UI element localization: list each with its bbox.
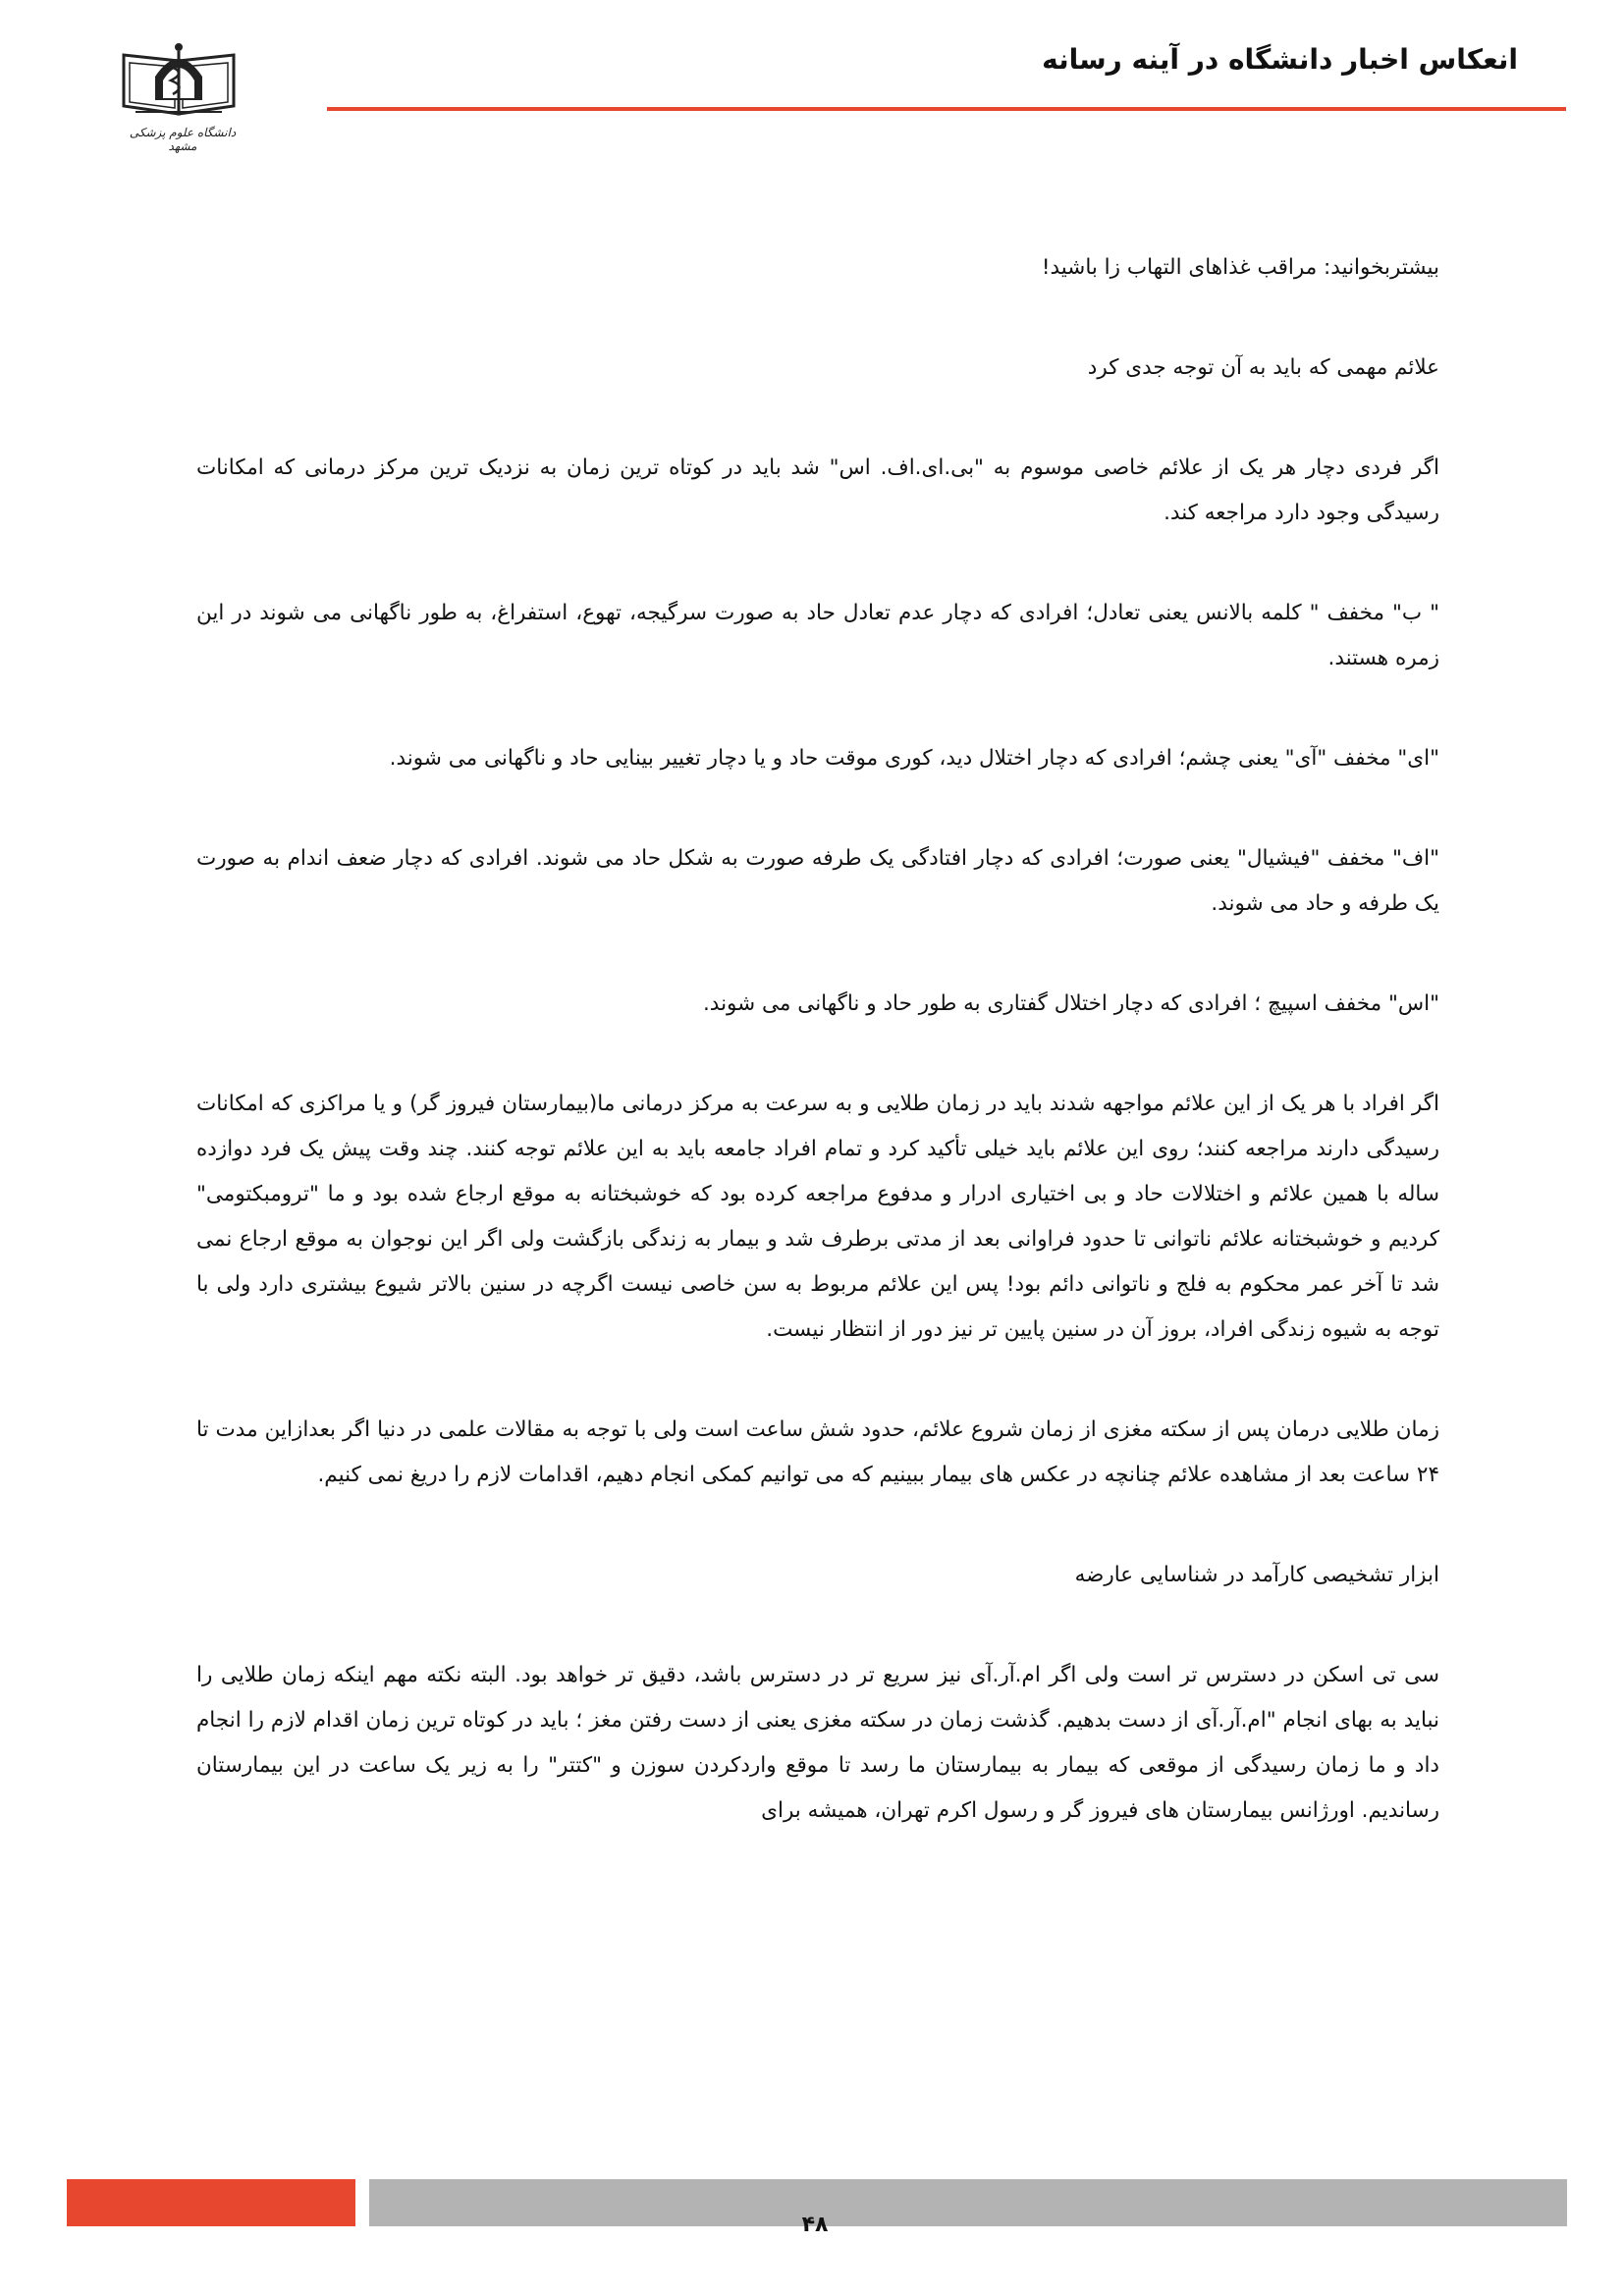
footer-accent-bar — [67, 2179, 355, 2226]
paragraph-befas-intro: اگر فردی دچار هر یک از علائم خاصی موسوم به "بی.ای.اف. اس" شد باید در کوتاه ترین زمان به نزدیک ترین مرکز درمانی که امکانات رسیدگی وجود دارد مراجعه کند. — [196, 455, 1439, 525]
paragraph-b-balance: " ب" مخفف " کلمه بالانس یعنی تعادل؛ افرادی که دچار عدم تعادل حاد به صورت سرگیجه، تهوع، استفراغ، به طور ناگهانی می شوند در این زمره هستند. — [196, 601, 1439, 670]
footer-gray-bar — [369, 2179, 1567, 2226]
university-logo — [116, 37, 249, 165]
paragraph-e-eye: "ای" مخفف "آی" یعنی چشم؛ افرادی که دچار اختلال دید، کوری موقت حاد و یا دچار تغییر بینایی حاد و ناگهانی می شوند. — [389, 746, 1439, 771]
page-header-title: انعکاس اخبار دانشگاه در آینه رسانه — [1042, 43, 1518, 76]
paragraph-ct-mri: سی تی اسکن در دسترس تر است ولی اگر ام.آر.آی نیز سریع تر در دسترس باشد، دقیق تر خواهد بود. البته نکته مهم اینکه زمان طلایی را نباید به بهای انجام "ام.آر.آی از دست بدهیم. گذشت زمان در سکته مغزی یعنی از دست رفتن مغز ؛ باید در کوتاه ترین زمان اقدام لازم را انجام داد و ما زمان رسیدگی از موقعی که بیمار به بیمارستان ما رسد تا موقع واردکردن سوزن و "کتتر" را به زیر یک ساعت در این بیمارستان رساندیم. اورژانس بیمارستان های فیروز گر و رسول اکرم تهران، همیشه برای — [196, 1663, 1439, 1823]
paragraph-f-facial: "اف" مخفف "فیشیال" یعنی صورت؛ افرادی که دچار افتادگی یک طرفه صورت به شکل حاد می شوند. افرادی که دچار ضعف اندام به صورت یک طرفه و حاد می شوند. — [196, 846, 1439, 916]
paragraph-s-speech: "اس" مخفف اسپیچ ؛ افرادی که دچار اختلال گفتاری به طور حاد و ناگهانی می شوند. — [702, 991, 1439, 1016]
read-more-line: بیشتربخوانید: مراقب غذاهای التهاب زا باشید! — [1041, 255, 1439, 280]
article-body — [196, 245, 1439, 1889]
logo-caption: دانشگاه علوم پزشکی مشهد — [129, 126, 237, 153]
header-divider — [327, 107, 1566, 111]
paragraph-case-report: اگر افراد با هر یک از این علائم مواجهه شدند باید در زمان طلایی و به سرعت به مرکز درمانی ما(بیمارستان فیروز گر) و یا مراکزی که امکانات رسیدگی دارند مراجعه کنند؛ روی این علائم باید خیلی تأکید کرد و تمام افراد جامعه باید به این علائم توجه کنند. چند وقت پیش یک فرد دوازده ساله با همین علائم و اختلالات حاد و بی اختیاری ادرار و مدفوع مراجعه کرده بود که خوشبختانه به موقع ارجاع شده بود و ما "ترومبکتومی" کردیم و خوشبختانه علائم ناتوانی تا حدود فراوانی بعد از مدتی برطرف شد و بیمار به زندگی بازگشت ولی اگر این نوجوان به موقع ارجاع نمی شد تا آخر عمر محکوم به فلج و ناتوانی دائم بود! پس این علائم مربوط به سن خاصی نیست اگرچه در سنین بالاتر شیوع بیشتری دارد ولی با توجه به شیوه زندگی افراد، بروز آن در سنین پایین تر نیز دور از انتظار نیست. — [196, 1092, 1439, 1342]
page-number: ۴۸ — [801, 2213, 829, 2237]
paragraph-golden-time: زمان طلایی درمان پس از سکته مغزی از زمان شروع علائم، حدود شش ساعت است ولی با توجه به مقالات علمی در دنیا اگر بعدازاین مدت تا ۲۴ ساعت بعد از مشاهده علائم چنانچه در عکس های بیمار ببینیم که می توانیم کمکی انجام دهیم، اقدامات لازم را دریغ نمی کنیم. — [196, 1417, 1439, 1487]
section-heading-diagnostics: ابزار تشخیصی کارآمد در شناسایی عارضه — [1074, 1563, 1439, 1587]
section-heading-symptoms: علائم مهمی که باید به آن توجه جدی کرد — [1087, 355, 1439, 380]
